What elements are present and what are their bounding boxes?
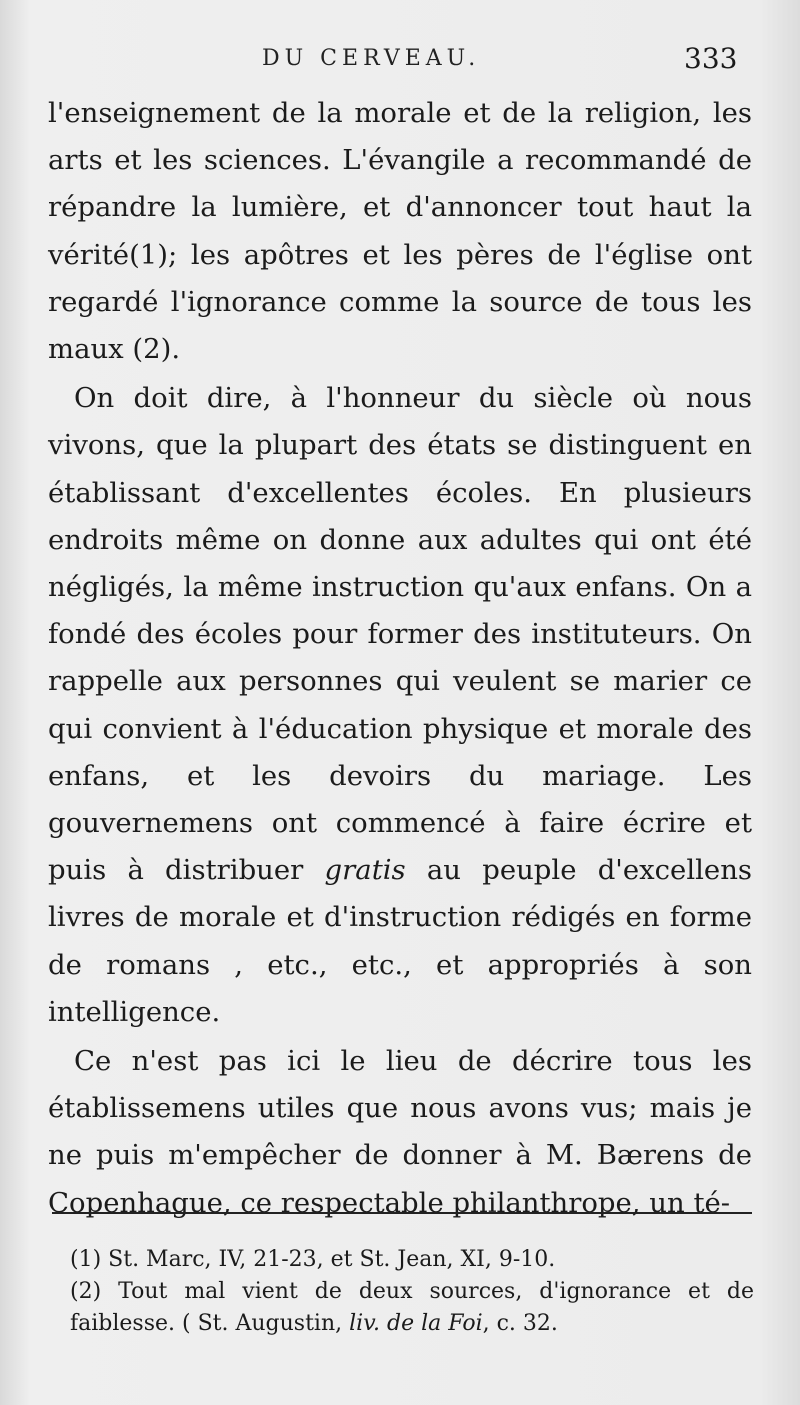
footnote-2 — [48, 1276, 754, 1340]
footnote-2-text: (2) Tout mal vient de deux sources, d'ignorance et de faiblesse. ( St. Augustin, — [70, 1279, 754, 1336]
page-header — [0, 42, 800, 82]
paragraph-2-text: On doit dire, à l'honneur du siècle où nous vivons, que la plupart des états se distinguent en établissant d'excellentes écoles. En plusieurs endroits même on donne aux adultes qui ont été négligés, la même instruction qu'aux enfans. On a fondé des écoles pour former des instituteurs. On rappelle aux personnes qui veulent se marier ce qui convient à l'éducation physique et morale des enfans, et les devoirs du mariage. Les gouvernemens ont commencé à faire écrire et puis à distribuer — [48, 382, 752, 887]
page-number: 333 — [684, 42, 738, 75]
main-text — [48, 90, 752, 1227]
paragraph-3: Ce n'est pas ici le lieu de décrire tous les établissemens utiles que nous avons vus; mais je ne puis m'empêcher de donner à M. Bærens de Copenhague, ce respectable philanthrope, un té- — [48, 1045, 752, 1219]
italic-gratis: gratis — [324, 854, 406, 887]
footnote-2-italic: liv. de la Foi — [349, 1311, 483, 1336]
footnote-rule — [52, 1212, 752, 1214]
paragraph-1: l'enseignement de la morale et de la religion, les arts et les sciences. L'évangile a recommandé de répandre la lumière, et d'annoncer tout haut la vérité(1); les apôtres et les pères de l'église ont regardé l'ignorance comme la source de tous les maux (2). — [48, 97, 752, 366]
running-head: DU CERVEAU. — [262, 46, 481, 71]
paragraph-2-continuation: au peuple d'excellens livres de morale et d'instruction rédigés en forme de romans , etc., etc., et appropriés à son intelligence. — [48, 854, 753, 1028]
footnote-1: (1) St. Marc, IV, 21-23, et St. Jean, XI, 9-10. — [70, 1247, 556, 1272]
paragraph-2 — [48, 375, 752, 1036]
footnote-2-end: , c. 32. — [482, 1311, 558, 1336]
footnotes — [48, 1244, 754, 1340]
